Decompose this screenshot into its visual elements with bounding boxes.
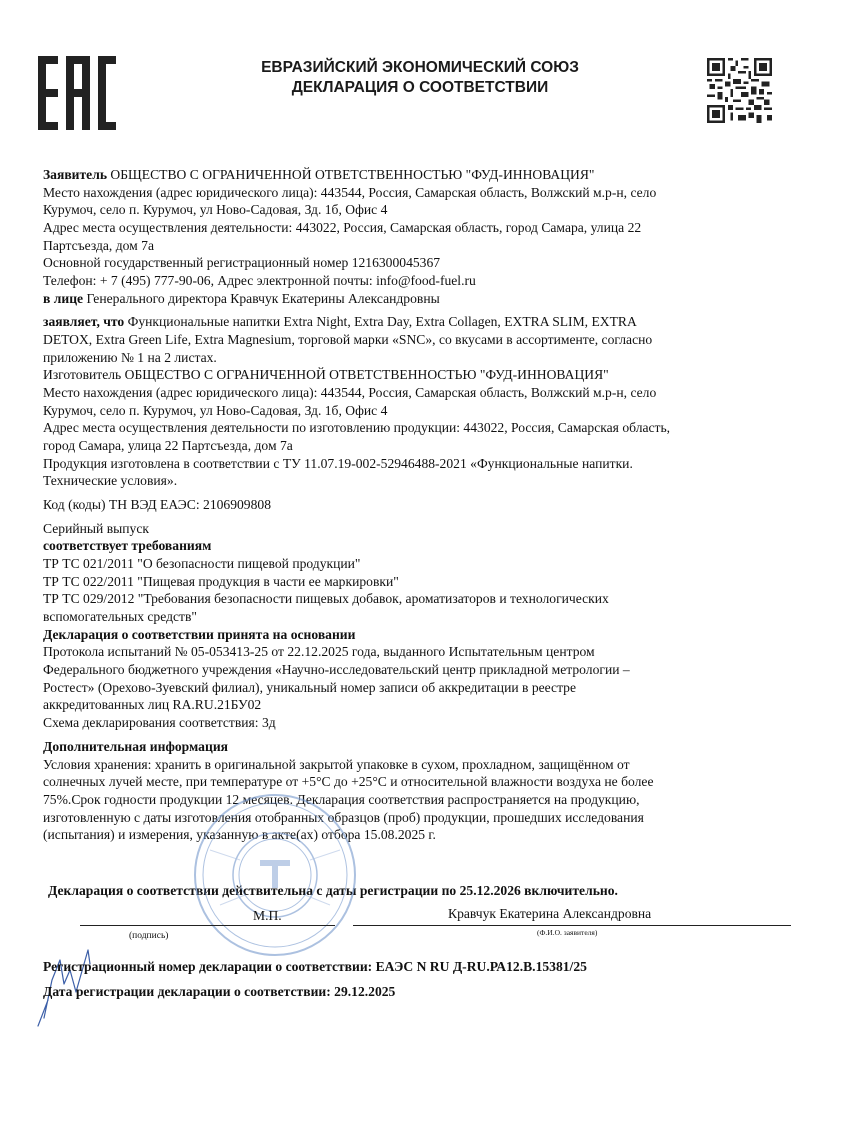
manufacturer-name: Изготовитель ОБЩЕСТВО С ОГРАНИЧЕННОЙ ОТВЕТСТВЕННОСТЬЮ "ФУД-ИННОВАЦИЯ": [43, 367, 609, 383]
tnved-code: Код (коды) ТН ВЭД ЕАЭС: 2106909808: [43, 497, 271, 513]
additional-info-text: Условия хранения: хранить в оригинальной закрытой упаковке в сухом, прохладном, защищённом от: [43, 756, 630, 772]
additional-info-title: Дополнительная информация: [43, 738, 229, 754]
signatory-name: Кравчук Екатерина Александровна: [448, 906, 652, 921]
seal-placeholder-label: М.П.: [253, 908, 282, 923]
validity-statement: Декларация о соответствии действительна с даты регистрации по 25.12.2026 включительно.: [48, 883, 618, 898]
fio-caption: (Ф.И.О. заявителя): [537, 928, 598, 937]
manufacturer-legal-address: Место нахождения (адрес юридического лица): 443544, Россия, Самарская область, Волжский м.р-н, село: [43, 385, 657, 401]
eac-logo: [34, 54, 118, 132]
applicant-legal-address: Место нахождения (адрес юридического лица): 443544, Россия, Самарская область, Волжский м.р-н, село: [43, 184, 657, 200]
requirement-item: ТР ТС 029/2012 "Требования безопасности пищевых добавок, ароматизаторов и технологических: [43, 591, 609, 607]
additional-info-text: 75%.Срок годности продукции 12 месяцев. Декларация соответствия распространяется на продукцию,: [43, 791, 640, 807]
basis-text: Протокола испытаний № 05-053413-25 от 22.12.2025 года, выданного Испытательным центром: [43, 644, 595, 660]
basis-title: Декларация о соответствии принята на основании: [43, 626, 356, 642]
manufacturer-standard-cont: Технические условия».: [43, 473, 178, 489]
applicant-label: Заявитель: [43, 167, 108, 182]
signature-caption: (подпись): [129, 931, 169, 941]
name-line: [353, 925, 791, 926]
basis-text: Ростест» (Орехово-Зуевский филиал), уникальный номер записи об аккредитации в реестре: [43, 679, 577, 695]
manufacturer-standard: Продукция изготовлена в соответствии с ТУ 11.07.19-002-52946488-2021 «Функциональные напитки.: [43, 455, 633, 471]
applicant-name: ОБЩЕСТВО С ОГРАНИЧЕННОЙ ОТВЕТСТВЕННОСТЬЮ "ФУД-ИННОВАЦИЯ": [107, 167, 595, 182]
applicant-line: [43, 166, 803, 184]
manufacturer-production-address-cont: город Самара, улица 22 Партсъезда, дом 7а: [43, 438, 293, 454]
person-name: Генерального директора Кравчук Екатерины Александровны: [83, 290, 440, 306]
serial-release: Серийный выпуск: [43, 520, 149, 536]
statement-text-cont: DETOX, Extra Green Life, Extra Magnesium, торговой марки «SNC», со вкусами в ассортименте, согласно: [43, 332, 653, 348]
basis-text: Федерального бюджетного учреждения «Научно-исследовательский центр прикладной метрологии –: [43, 662, 630, 678]
declaration-body: [43, 166, 803, 844]
person-label: в лице: [43, 290, 84, 306]
additional-info-text: (испытания) и измерения, указанную в акте(ах) отбора 15.08.2025 г.: [43, 827, 436, 843]
qr-code-icon: [707, 58, 772, 123]
manufacturer-legal-address-cont: Курумоч, село п. Курумоч, ул Ново-Садовая, Зд. 1б, Офис 4: [43, 402, 388, 418]
signature-line: [80, 925, 335, 926]
statement-text-end: приложению № 1 на 2 листах.: [43, 349, 217, 365]
declaration-scheme: Схема декларирования соответствия: 3д: [43, 715, 276, 731]
additional-info-text: солнечных лучей месте, при температуре от +5°С до +25°С и относительной влажности воздуха не более: [43, 774, 654, 790]
registration-number: Регистрационный номер декларации о соответствии: ЕАЭС N RU Д-RU.РА12.В.15381/25: [43, 959, 587, 974]
statement-line: [43, 313, 803, 331]
union-title: ЕВРАЗИЙСКИЙ ЭКОНОМИЧЕСКИЙ СОЮЗ: [261, 59, 579, 76]
applicant-legal-address-cont: Курумоч, село п. Курумоч, ул Ново-Садовая, Зд. 1б, Офис 4: [43, 202, 388, 218]
applicant-activity-address-cont: Партсъезда, дом 7а: [43, 237, 154, 253]
basis-text: аккредитованных лиц RA.RU.21БУ02: [43, 697, 262, 713]
requirement-item: ТР ТС 022/2011 "Пищевая продукция в части ее маркировки": [43, 573, 399, 589]
document-header: [150, 58, 690, 98]
requirements-title: соответствует требованиям: [43, 538, 212, 554]
declaration-title: ДЕКЛАРАЦИЯ О СООТВЕТСТВИИ: [291, 79, 549, 96]
applicant-ogrn: Основной государственный регистрационный номер 1216300045367: [43, 255, 441, 271]
applicant-contacts: Телефон: + 7 (495) 777-90-06, Адрес электронной почты: info@food-fuel.ru: [43, 273, 476, 289]
requirement-item: ТР ТС 021/2011 "О безопасности пищевой продукции": [43, 556, 361, 572]
additional-info-text: изготовленную с даты изготовления отобранных образцов (проб) продукции, прошедших исследования: [43, 809, 644, 825]
registration-date: Дата регистрации декларации о соответствии: 29.12.2025: [43, 984, 396, 999]
statement-label: заявляет, что: [43, 314, 125, 330]
manufacturer-production-address: Адрес места осуществления деятельности по изготовлению продукции: 443022, Россия, Самарская область,: [43, 420, 671, 436]
applicant-person-line: [43, 290, 803, 308]
applicant-activity-address: Адрес места осуществления деятельности: 443022, Россия, Самарская область, город Самара, улица 22: [43, 220, 642, 236]
requirement-item-cont: вспомогательных средств": [43, 609, 197, 625]
statement-text: Функциональные напитки Extra Night, Extra Day, Extra Collagen, EXTRA SLIM, EXTRA: [124, 314, 637, 330]
